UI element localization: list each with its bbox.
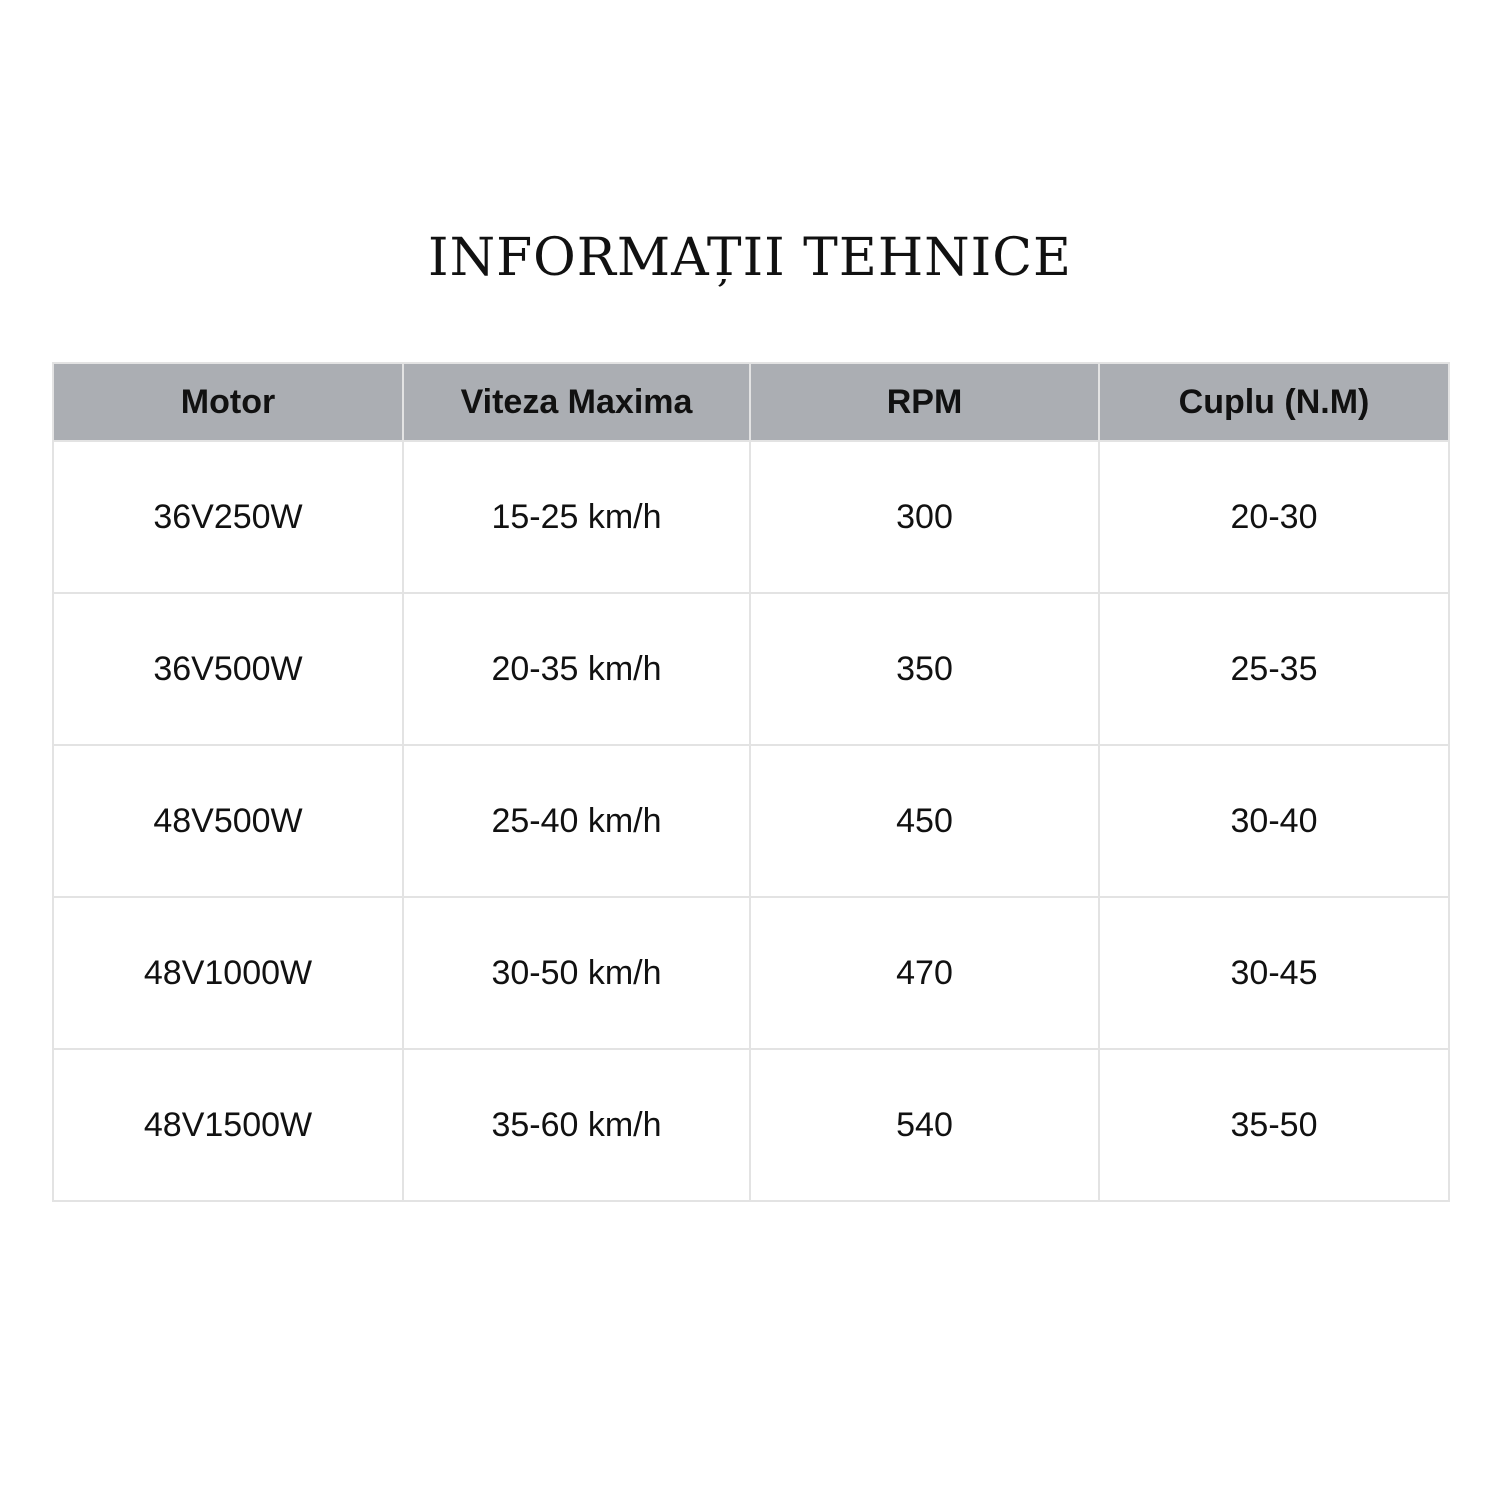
cell-rpm: 470 bbox=[750, 897, 1099, 1049]
table-row bbox=[53, 897, 1449, 1049]
cell-rpm: 540 bbox=[750, 1049, 1099, 1201]
cell-motor: 48V1500W bbox=[53, 1049, 403, 1201]
header-row bbox=[53, 363, 1449, 441]
cell-rpm: 350 bbox=[750, 593, 1099, 745]
header-max-speed: Viteza Maxima bbox=[403, 363, 750, 441]
cell-torque: 20-30 bbox=[1099, 441, 1449, 593]
cell-torque: 30-40 bbox=[1099, 745, 1449, 897]
header-rpm: RPM bbox=[750, 363, 1099, 441]
header-motor: Motor bbox=[53, 363, 403, 441]
cell-rpm: 300 bbox=[750, 441, 1099, 593]
cell-max-speed: 15-25 km/h bbox=[403, 441, 750, 593]
table-header bbox=[53, 363, 1449, 441]
cell-max-speed: 35-60 km/h bbox=[403, 1049, 750, 1201]
cell-motor: 48V1000W bbox=[53, 897, 403, 1049]
cell-motor: 36V250W bbox=[53, 441, 403, 593]
cell-max-speed: 30-50 km/h bbox=[403, 897, 750, 1049]
cell-max-speed: 25-40 km/h bbox=[403, 745, 750, 897]
cell-motor: 48V500W bbox=[53, 745, 403, 897]
table-row bbox=[53, 745, 1449, 897]
table-body bbox=[53, 441, 1449, 1201]
table-row bbox=[53, 441, 1449, 593]
cell-torque: 35-50 bbox=[1099, 1049, 1449, 1201]
cell-motor: 36V500W bbox=[53, 593, 403, 745]
specifications-table bbox=[52, 362, 1450, 1202]
cell-torque: 25-35 bbox=[1099, 593, 1449, 745]
page-title: INFORMAȚII TEHNICE bbox=[428, 228, 1072, 288]
header-torque: Cuplu (N.M) bbox=[1099, 363, 1449, 441]
cell-rpm: 450 bbox=[750, 745, 1099, 897]
cell-torque: 30-45 bbox=[1099, 897, 1449, 1049]
table-row bbox=[53, 1049, 1449, 1201]
table-row bbox=[53, 593, 1449, 745]
cell-max-speed: 20-35 km/h bbox=[403, 593, 750, 745]
